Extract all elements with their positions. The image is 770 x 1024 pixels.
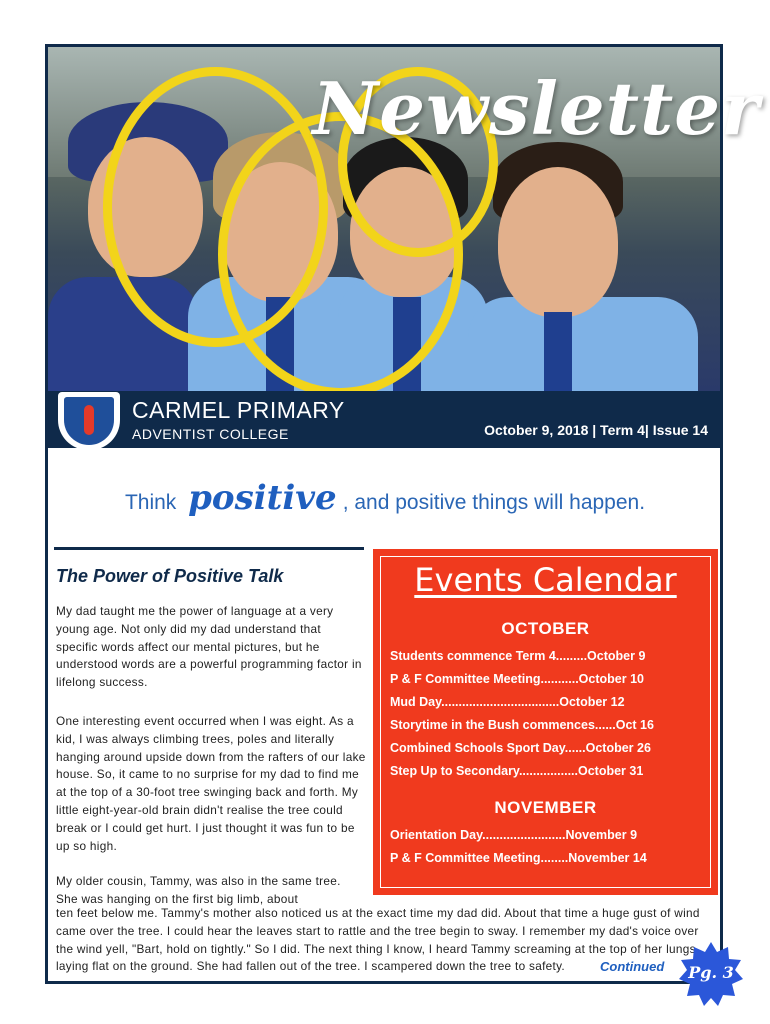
- tagline-before: Think: [124, 491, 177, 514]
- article-divider: [54, 547, 364, 550]
- event-item: Orientation Day........................November 9: [390, 828, 638, 842]
- article-paragraph: One interesting event occurred when I was eight. As a kid, I was always climbing trees, poles and literally hanging around upside down from the rafters of our lake house. So, it came to no surprise for my dad to find me at the top of a 30-foot tree swinging back and forth. My little eight-year-old brain didn't realise the tree could break or I could get hurt. I just thought it was fun to be up so high.: [56, 714, 366, 853]
- article-paragraph: ten feet below me. Tammy's mother also noticed us at the exact time my dad did. About that time a huge gust of wind came over the tree. I could hear the leaves start to rattle and the tree begin to sway. I remember my dad's voice over the wind yell, "Bart, hold on tightly." So I did. The next thing I know, I heard Tammy screaming at the top of her lungs, laying flat on the ground. She had fallen out of the tree. I scampered down the tree to safety.: [56, 906, 700, 974]
- events-title: Events Calendar: [414, 561, 677, 599]
- tagline: [0, 478, 770, 518]
- tagline-highlight: positive: [188, 478, 337, 518]
- school-subtitle: ADVENTIST COLLEGE: [132, 426, 289, 442]
- event-item: P & F Committee Meeting...........October 10: [390, 672, 644, 686]
- article-paragraph: My dad taught me the power of language at a very young age. Not only did my dad understand that specific words affect our mental pictures, but he understood words are a powerful programming factor in lifelong success.: [56, 604, 362, 690]
- tagline-after: , and positive things will happen.: [342, 491, 646, 514]
- continued-link[interactable]: Continued: [600, 959, 665, 974]
- event-item: Storytime in the Bush commences......Oct 16: [390, 718, 654, 732]
- school-crest-logo: [58, 392, 120, 450]
- month-heading-october: OCTOBER: [501, 619, 590, 638]
- school-name: CARMEL PRIMARY: [132, 397, 345, 423]
- article-title: The Power of Positive Talk: [56, 566, 284, 586]
- newsletter-title: Newsletter: [312, 66, 760, 151]
- event-item: P & F Committee Meeting........November 14: [390, 851, 647, 865]
- month-heading-november: NOVEMBER: [494, 798, 597, 817]
- page-badge-label: Pg. 3: [688, 963, 734, 982]
- event-item: Students commence Term 4.........October 9: [390, 649, 646, 663]
- event-item: Step Up to Secondary.................October 31: [390, 764, 644, 778]
- article-paragraph: My older cousin, Tammy, was also in the same tree. She was hanging on the first big limb, about: [56, 874, 341, 906]
- event-item: Mud Day..................................October 12: [390, 695, 625, 709]
- event-item: Combined Schools Sport Day......October 26: [390, 741, 651, 755]
- issue-info: October 9, 2018 | Term 4| Issue 14: [484, 422, 708, 438]
- events-calendar: [373, 549, 718, 895]
